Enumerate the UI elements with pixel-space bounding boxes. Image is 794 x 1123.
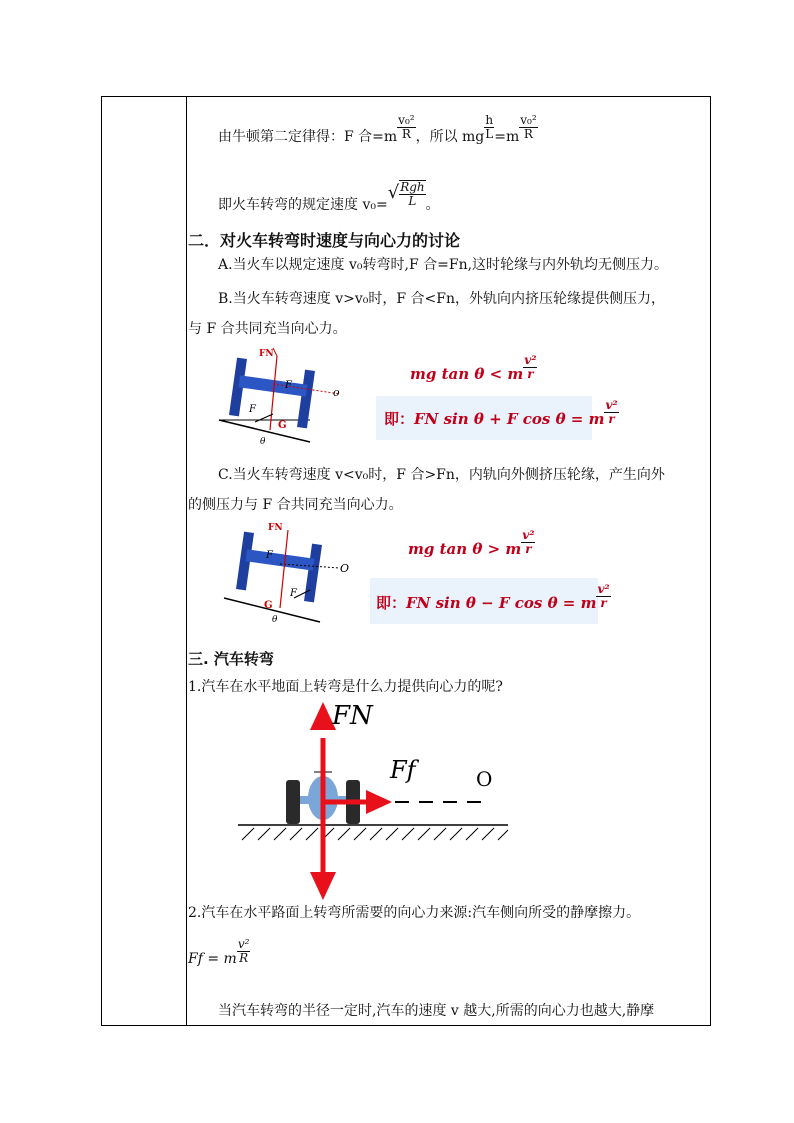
column-divider (186, 97, 187, 1025)
section-title: 三. 汽车转弯 (188, 650, 274, 668)
f-low-label: F (290, 588, 297, 599)
train-force-diagram-b (215, 342, 350, 454)
case-a-text: A.当火车以规定速度 v₀转弯时,F 合=Fn,这时轮缘与内外轨均无侧压力。 (218, 257, 669, 273)
o-label: O (476, 767, 493, 791)
case-c-line1: C.当火车转弯速度 v<v₀时，F 合>Fn，内轨向外侧挤压轮缘，产生向外 (218, 467, 665, 483)
question-2: 2.汽车在水平路面上转弯所需要的向心力来源:汽车侧向所受的静摩擦力。 (188, 905, 641, 921)
fraction: $\frac{h}{L}$ (485, 112, 494, 141)
formula-b1: mg tan θ < m $\frac{\text{v²}}{r}$ (410, 352, 537, 383)
theta-label: θ (260, 437, 266, 447)
fn-label: FN (332, 701, 373, 731)
fraction: $\frac{\text{v₀²}}{R}$ (398, 112, 415, 141)
last-paragraph: 当汽车转弯的半径一定时,汽车的速度 v 越大,所需的向心力也越大,静摩 (218, 1003, 655, 1019)
o-label: O (340, 562, 350, 575)
fn-label: FN (259, 349, 274, 359)
case-c-line2: 的侧压力与 F 合共同充当向心力。 (188, 497, 403, 513)
ff-label: Ff (390, 756, 416, 784)
case-b-line2: 与 F 合共同充当向心力。 (188, 321, 347, 337)
train-force-diagram-c (220, 518, 355, 630)
fn-label: FN (268, 523, 283, 533)
o-label: o (333, 386, 340, 399)
speed-formula-line: 即火车转弯的规定速度 v₀=√ $\frac{\text{Rgh}}{L}$ 。 (218, 180, 440, 213)
newton-law-line: 由牛顿第二定律得：F 合=m $\frac{\text{v₀²}}{R}$ ，所以 mg $\frac{h}{L}$ =m $\frac{\text{v₀²}}{R}$ (218, 112, 537, 145)
fraction: $\frac{\text{v₀²}}{R}$ (520, 112, 537, 141)
section-title: 二．对火车转弯时速度与向心力的讨论 (188, 231, 461, 250)
newton-law-prefix: 由牛顿第二定律得：F 合=m (218, 129, 398, 145)
formula-b2: 即：FN sin θ + F cos θ = m $\frac{\text{v²}}{r}$ (384, 397, 618, 428)
friction-formula: Ff = m $\frac{\text{v²}}{R}$ (188, 936, 250, 967)
g-label: G (264, 600, 273, 611)
question-1: 1.汽车在水平地面上转弯是什么力提供向心力的呢? (188, 679, 503, 695)
f-inner-label: F (266, 550, 273, 561)
theta-label: θ (272, 615, 278, 625)
formula-c1: mg tan θ > m $\frac{\text{v²}}{r}$ (408, 527, 535, 558)
car-force-diagram (230, 698, 520, 900)
formula-c2: 即：FN sin θ − F cos θ = m $\frac{\text{v²}}{r}$ (376, 581, 610, 612)
f-low-label: F (249, 404, 256, 415)
case-b-line1: B.当火车转弯速度 v>v₀时，F 合<Fn，外轨向内挤压轮缘提供侧压力， (218, 291, 665, 307)
f-inner-label: F (285, 380, 292, 391)
g-label: G (278, 420, 287, 431)
sqrt-expression: √ $\frac{\text{Rgh}}{L}$ (387, 180, 425, 208)
